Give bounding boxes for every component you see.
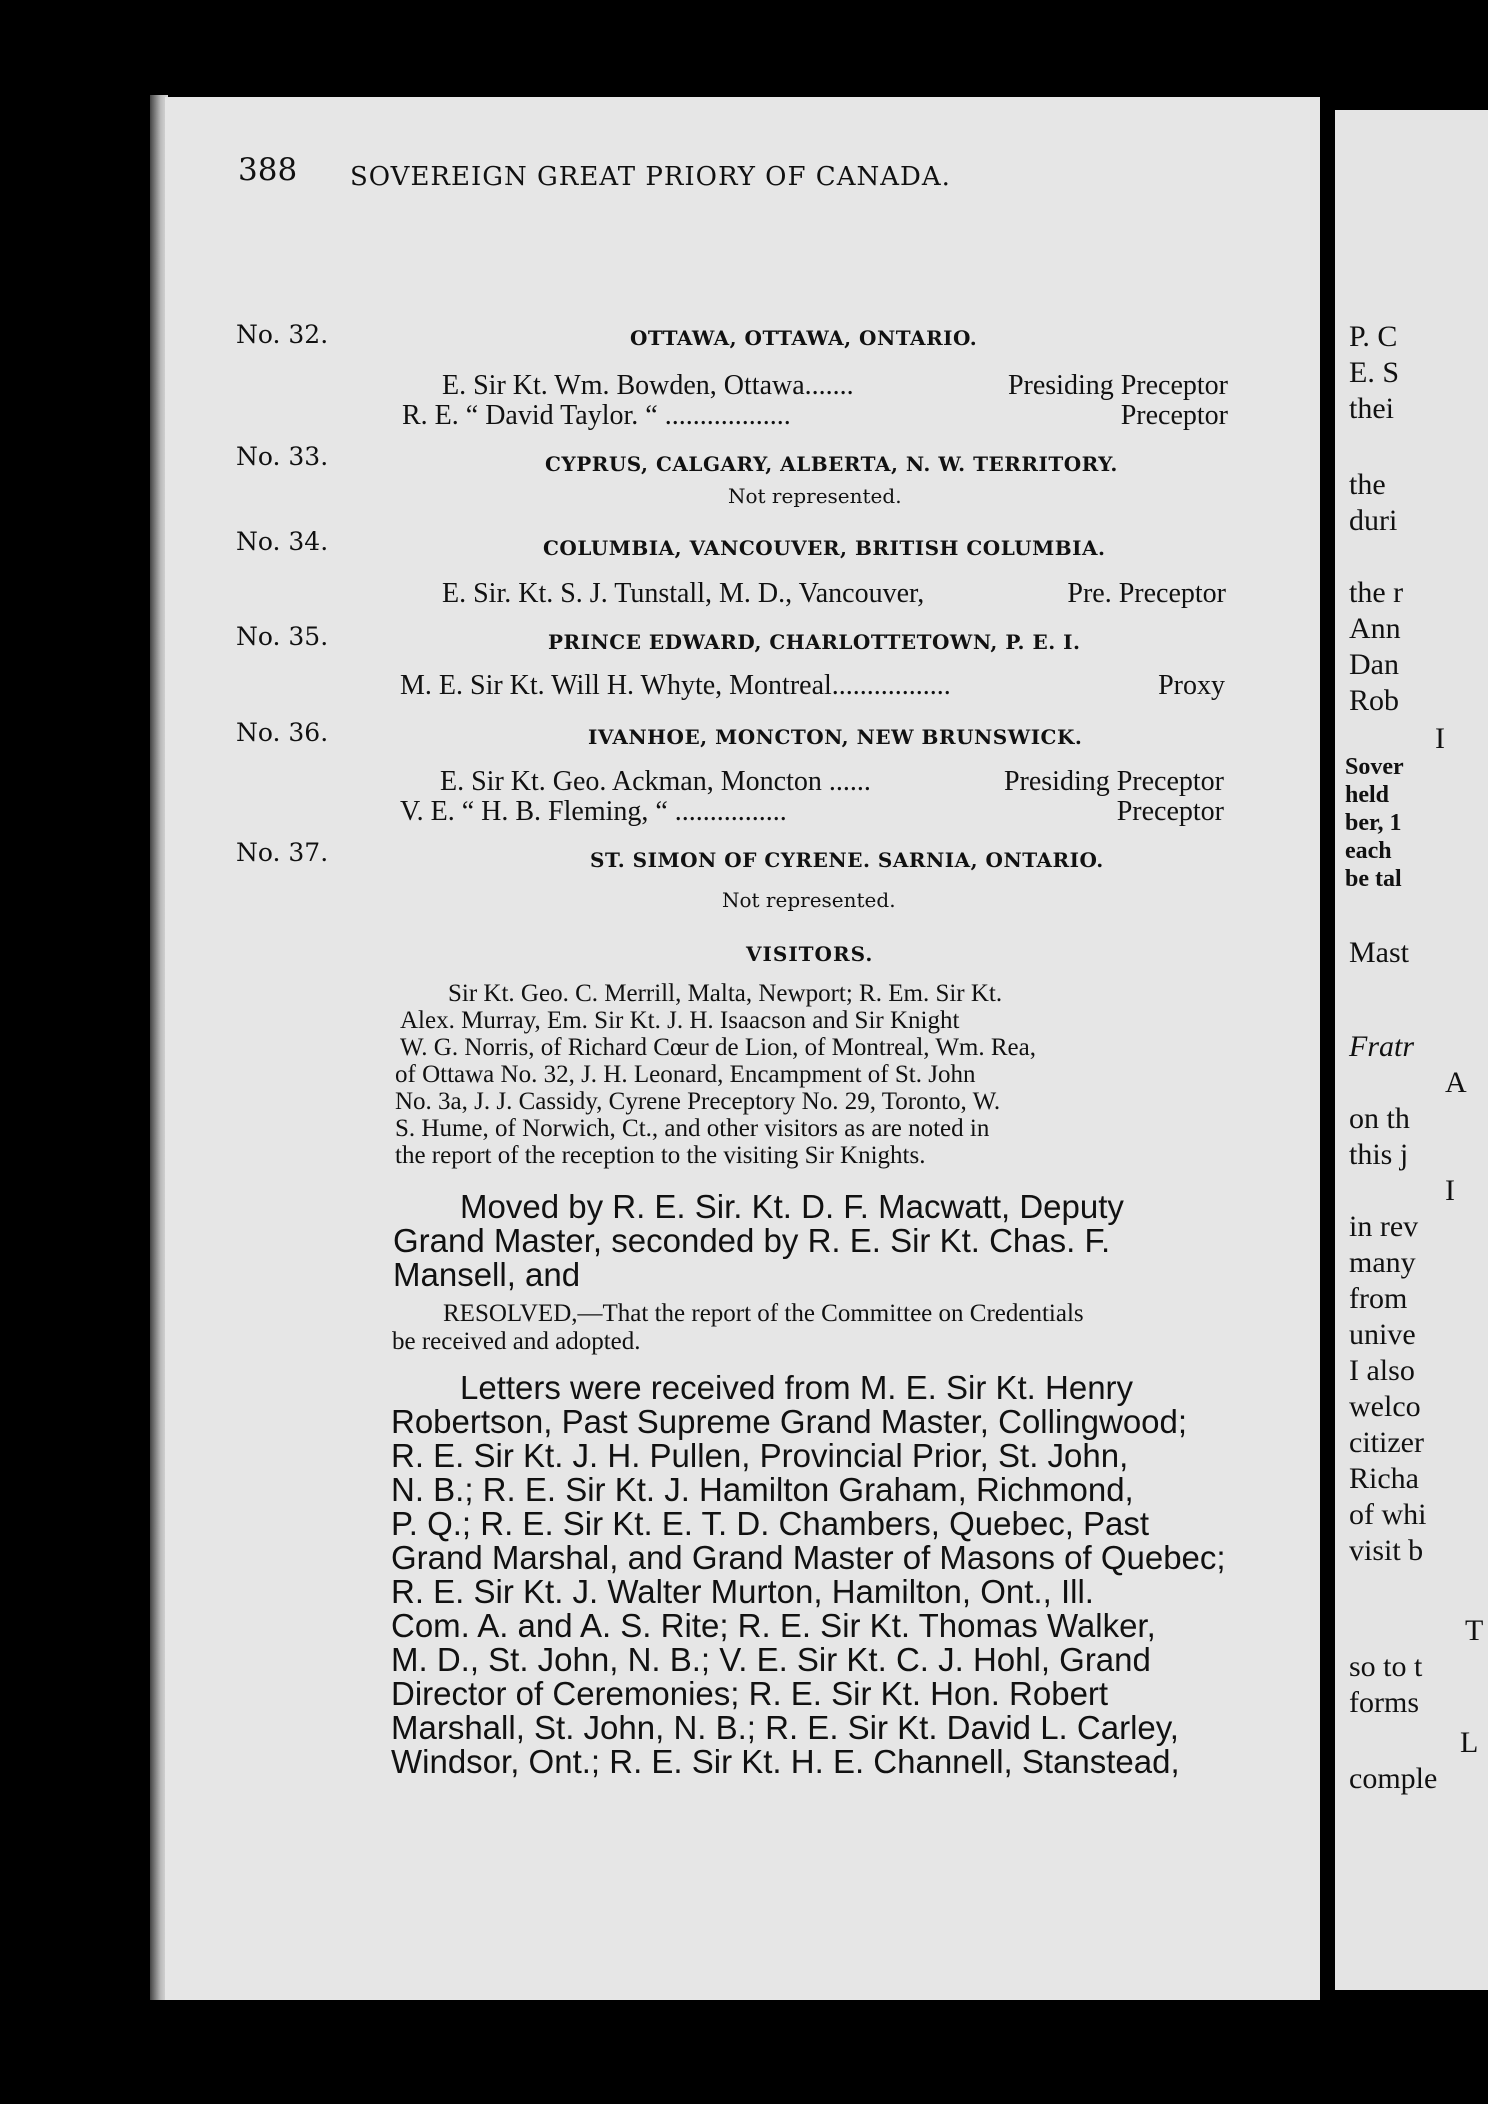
entry-left: M. E. Sir Kt. Will H. Whyte, Montreal................. — [400, 670, 951, 701]
section-number: No. 35. — [236, 622, 329, 651]
fragment-text: each — [1345, 838, 1392, 864]
fragment-text: L — [1460, 1726, 1479, 1759]
entry-right: Proxy — [1158, 670, 1225, 701]
fragment-text: thei — [1349, 392, 1394, 425]
fragment-text: E. S — [1349, 356, 1400, 389]
paragraph-line: Com. A. and A. S. Rite; R. E. Sir Kt. Thomas Walker, — [391, 1607, 1156, 1644]
fragment-text: A — [1445, 1066, 1467, 1099]
paragraph-line: Grand Marshal, and Grand Master of Masons of Quebec; — [391, 1539, 1226, 1576]
fragment-text: Rob — [1349, 684, 1400, 717]
paragraph-line: Sir Kt. Geo. C. Merrill, Malta, Newport; R. Em. Sir Kt. — [448, 980, 1003, 1007]
fragment-text: many — [1349, 1246, 1416, 1279]
section-number: No. 37. — [236, 838, 329, 867]
section-note: Not represented. — [722, 888, 896, 912]
moved-paragraph — [225, 1188, 1145, 1293]
entry-right: Preceptor — [1120, 400, 1228, 431]
paragraph-line: be received and adopted. — [392, 1328, 641, 1355]
paragraph-line: R. E. Sir Kt. J. H. Pullen, Provincial Prior, St. John, — [391, 1437, 1129, 1474]
fragment-text: forms — [1349, 1686, 1419, 1719]
fragment-text: P. C — [1349, 320, 1398, 353]
paragraph-line: of Ottawa No. 32, J. H. Leonard, Encampment of St. John — [395, 1061, 976, 1088]
entry-left: R. E. “ David Taylor. “ .................. — [402, 400, 791, 431]
resolved-paragraph — [392, 1300, 1222, 1356]
paragraph-line: Mansell, and — [393, 1256, 581, 1293]
fragment-text: from — [1349, 1282, 1408, 1315]
paragraph-line: M. D., St. John, N. B.; V. E. Sir Kt. C. J. Hohl, Grand — [391, 1641, 1151, 1678]
section-title: IVANHOE, MONCTON, NEW BRUNSWICK. — [588, 725, 1083, 749]
fragment-text: of whi — [1349, 1498, 1427, 1531]
letters-paragraph — [225, 1369, 1226, 1780]
visitors-paragraph — [230, 980, 1145, 1169]
paragraph-line: R. E. Sir Kt. J. Walter Murton, Hamilton, Ont., Ill. — [391, 1573, 1094, 1610]
fragment-text: ber, 1 — [1345, 810, 1402, 836]
fragment-text: duri — [1349, 504, 1398, 537]
fragment-text: in rev — [1349, 1210, 1419, 1243]
fragment-text: I — [1445, 1174, 1455, 1207]
fragment-text: so to t — [1349, 1650, 1423, 1683]
paragraph-line: No. 3a, J. J. Cassidy, Cyrene Preceptory No. 29, Toronto, W. — [395, 1088, 1001, 1115]
fragment-text: welco — [1349, 1390, 1421, 1423]
fragment-text: the r — [1349, 576, 1404, 609]
fragment-text: I — [1435, 722, 1445, 755]
fragment-text: on th — [1349, 1102, 1410, 1135]
paragraph-line: Director of Ceremonies; R. E. Sir Kt. Hon. Robert — [391, 1675, 1109, 1712]
entry-right: Preceptor — [1116, 796, 1224, 827]
section-title: ST. SIMON OF CYRENE. SARNIA, ONTARIO. — [590, 848, 1104, 872]
fragment-text: held — [1345, 782, 1390, 808]
paragraph-line: Grand Master, seconded by R. E. Sir Kt. Chas. F. — [393, 1222, 1111, 1259]
fragment-text: this j — [1349, 1138, 1409, 1171]
fragment-text: unive — [1349, 1318, 1416, 1351]
section-title: COLUMBIA, VANCOUVER, BRITISH COLUMBIA. — [543, 536, 1106, 560]
paragraph-line: S. Hume, of Norwich, Ct., and other visitors as are noted in — [395, 1115, 990, 1142]
entry-right: Presiding Preceptor — [1003, 766, 1224, 797]
fragment-text: the — [1349, 468, 1386, 501]
fragment-text: Ann — [1349, 612, 1401, 645]
entry-left: E. Sir Kt. Geo. Ackman, Moncton ...... — [440, 766, 871, 797]
page-number: 388 — [238, 152, 298, 188]
paragraph-line: N. B.; R. E. Sir Kt. J. Hamilton Graham, Richmond, — [391, 1471, 1134, 1508]
entry-line — [230, 370, 1228, 402]
entry-line — [230, 670, 1225, 702]
entry-line — [230, 578, 1226, 610]
paragraph-line: Marshall, St. John, N. B.; R. E. Sir Kt. David L. Carley, — [391, 1709, 1179, 1746]
paragraph-line: Robertson, Past Supreme Grand Master, Collingwood; — [391, 1403, 1188, 1440]
fragment-text: Richa — [1349, 1462, 1419, 1495]
entry-left: E. Sir Kt. Wm. Bowden, Ottawa....... — [442, 370, 854, 401]
fragment-text: Sover — [1345, 754, 1404, 780]
fragment-text: Dan — [1349, 648, 1399, 681]
entry-left: E. Sir. Kt. S. J. Tunstall, M. D., Vancouver, — [442, 578, 925, 609]
entry-right: Pre. Preceptor — [1067, 578, 1226, 609]
paragraph-line: Windsor, Ont.; R. E. Sir Kt. H. E. Channell, Stanstead, — [391, 1743, 1180, 1780]
paragraph-line: Moved by R. E. Sir. Kt. D. F. Macwatt, Deputy — [460, 1188, 1124, 1225]
section-note: Not represented. — [728, 484, 902, 508]
fragment-text: T — [1465, 1614, 1484, 1647]
entry-line — [230, 796, 1224, 828]
paragraph-line: P. Q.; R. E. Sir Kt. E. T. D. Chambers, Quebec, Past — [391, 1505, 1150, 1542]
section-number: No. 36. — [236, 718, 329, 747]
paragraph-line: Letters were received from M. E. Sir Kt. Henry — [460, 1369, 1134, 1406]
entry-line — [230, 766, 1224, 798]
fragment-text: be tal — [1345, 866, 1402, 892]
fragment-text: Fratr — [1349, 1030, 1415, 1063]
entry-line — [230, 400, 1228, 432]
section-title: PRINCE EDWARD, CHARLOTTETOWN, P. E. I. — [548, 630, 1081, 654]
entry-right: Presiding Preceptor — [1007, 370, 1228, 401]
fragment-text: visit b — [1349, 1534, 1424, 1567]
paragraph-line: the report of the reception to the visiting Sir Knights. — [395, 1142, 926, 1169]
section-title: OTTAWA, OTTAWA, ONTARIO. — [630, 326, 978, 350]
fragment-text: comple — [1349, 1762, 1438, 1795]
section-title: CYPRUS, CALGARY, ALBERTA, N. W. TERRITORY. — [545, 452, 1118, 476]
paragraph-line: RESOLVED,—That the report of the Committee on Credentials — [443, 1300, 1084, 1327]
section-number: No. 32. — [236, 320, 329, 349]
page-title: SOVEREIGN GREAT PRIORY OF CANADA. — [350, 162, 951, 192]
fragment-text: citizer — [1349, 1426, 1424, 1459]
entry-left: V. E. “ H. B. Fleming, “ ................ — [400, 796, 787, 827]
section-number: No. 33. — [236, 442, 329, 471]
visitors-heading: VISITORS. — [746, 942, 874, 966]
paragraph-line: W. G. Norris, of Richard Cœur de Lion, of Montreal, Wm. Rea, — [400, 1034, 1036, 1061]
facing-page — [1335, 110, 1488, 1990]
paragraph-line: Alex. Murray, Em. Sir Kt. J. H. Isaacson and Sir Knight — [400, 1007, 960, 1034]
fragment-text: I also — [1349, 1354, 1415, 1387]
section-number: No. 34. — [236, 527, 329, 556]
fragment-text: Mast — [1349, 936, 1409, 969]
